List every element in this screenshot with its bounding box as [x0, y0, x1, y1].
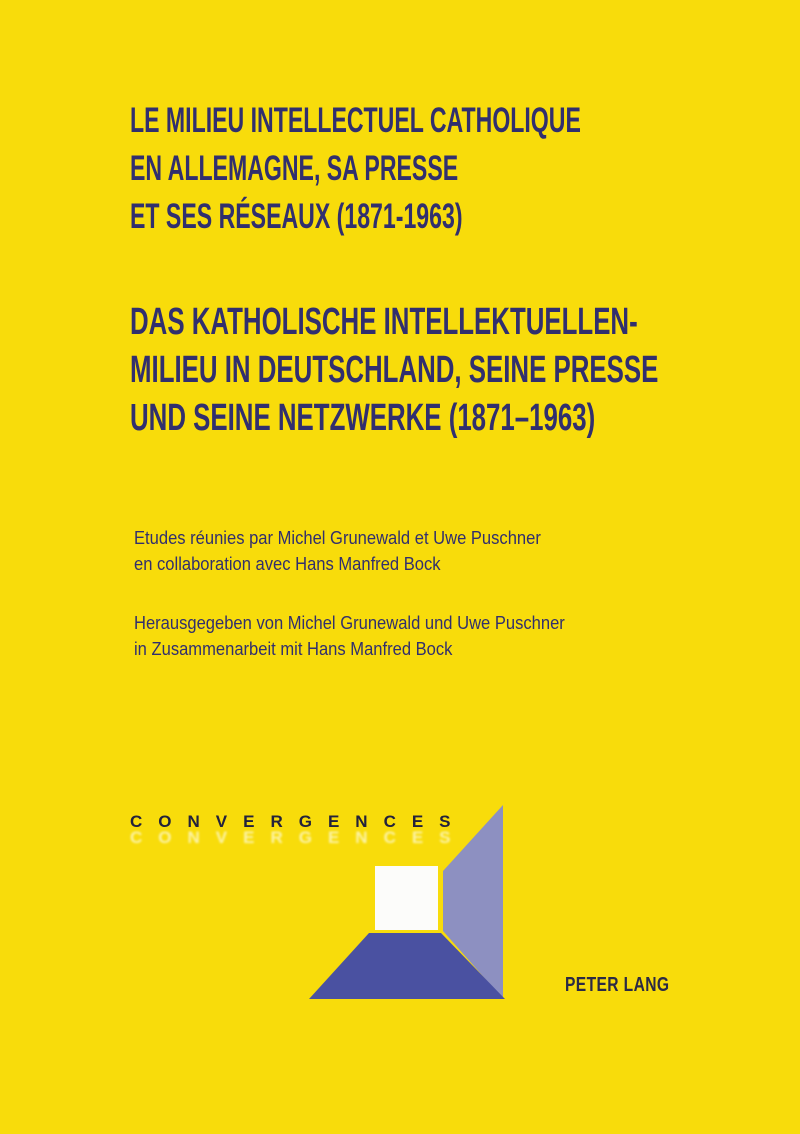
title-french	[130, 97, 581, 241]
editors-german-line-1: Herausgegeben von Michel Grunewald und Uwe Puschner	[134, 613, 565, 633]
title-german-line-2: MILIEU IN DEUTSCHLAND, SEINE PRESSE	[130, 349, 659, 391]
title-german-line-1: DAS KATHOLISCHE INTELLEKTUELLEN-	[130, 301, 638, 343]
title-french-line-3: ET SES RÉSEAUX (1871-1963)	[130, 197, 463, 236]
title-french-line-1: LE MILIEU INTELLECTUEL CATHOLIQUE	[130, 101, 581, 140]
title-french-line-2: EN ALLEMAGNE, SA PRESSE	[130, 149, 459, 188]
editors-french-line-2: en collaboration avec Hans Manfred Bock	[134, 554, 441, 574]
series-name: CONVERGENCES	[130, 812, 467, 831]
publisher-name: PETER LANG	[565, 974, 670, 996]
logo-square-shape	[375, 866, 438, 930]
editors-french	[134, 525, 541, 577]
editors-german-line-2: in Zusammenarbeit mit Hans Manfred Bock	[134, 639, 453, 659]
title-german-line-3: UND SEINE NETZWERKE (1871–1963)	[130, 397, 596, 439]
series-logo-cube-icon	[308, 800, 508, 1002]
title-german	[130, 298, 658, 442]
editors-german	[134, 610, 565, 662]
editors-french-line-1: Etudes réunies par Michel Grunewald et Uwe Puschner	[134, 528, 541, 548]
